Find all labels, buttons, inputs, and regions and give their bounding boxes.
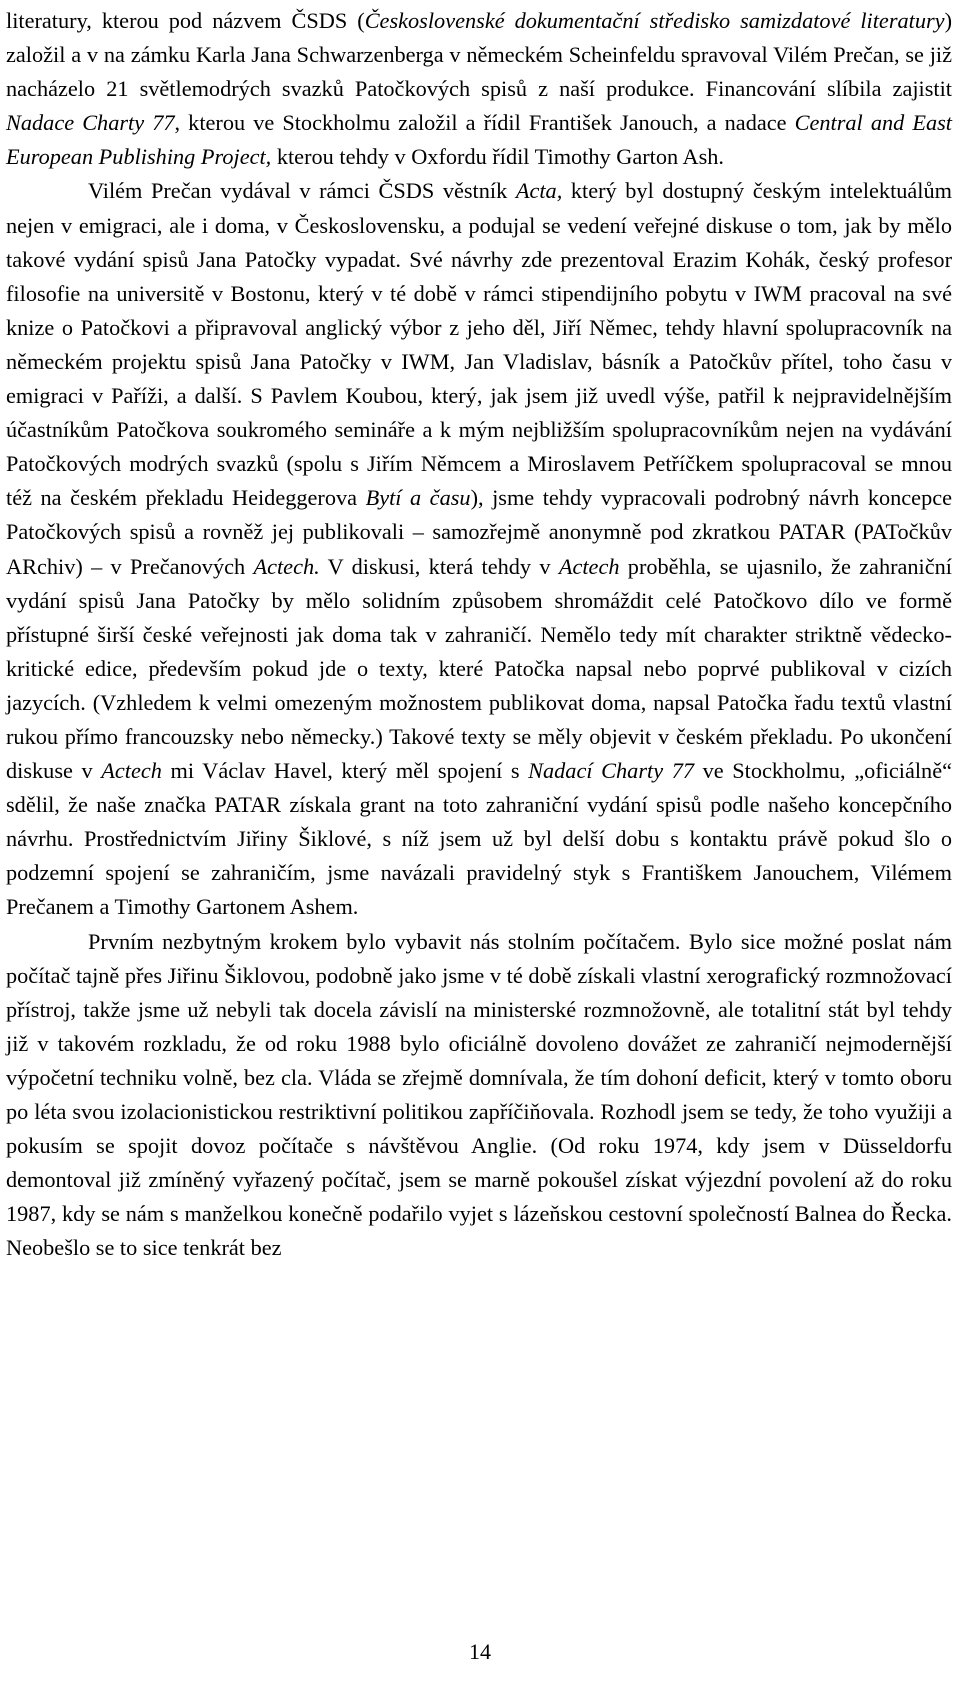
text-run: ve Stockholmu, „oficiálně“ sdělil, že naše značka PATAR získala grant na toto zahraniční vydání spisů podle našeho koncepčního návrhu. Prostřednictvím Jiřiny Šiklové, s níž jsem už byl delší dobu s kontaktu právě pokud šlo o podzemní spojení se zahraničím, jsme navázali pravidelný styk s Františkem Janouchem, Vilémem Prečanem a Timothy Gartonem Ashem.	[6, 758, 952, 920]
text-run: Vilém Prečan vydával v rámci ČSDS věstník	[88, 178, 516, 204]
document-body	[6, 4, 952, 1265]
text-run: kterou tehdy v Oxfordu řídil Timothy Garton Ash.	[271, 144, 725, 170]
text-run: , kterou ve Stockholmu založil a řídil František Janouch, a nadace	[174, 110, 795, 136]
italic-text-run: Actech	[558, 553, 620, 579]
italic-text-run: Nadací Charty 77	[528, 758, 694, 784]
text-run: proběhla, se ujasnilo, že zahraniční vydání spisů Jana Patočky by mělo solidním způsobem shromáždit celé Patočkovo dílo ve formě přístupné širší české veřejnosti jak doma tak v zahraničí. Nemělo tedy mít charakter striktně vědecko-kritické edice, především pokud jde o texty, které Patočka napsal nebo poprvé publikoval v cizích jazycích. (Vzhledem k velmi omezeným možnostem publikovat doma, napsal Patočka řadu textů vlastní rukou přímo francouzsky nebo německy.) Takové texty se měly objevit v českém překladu. Po ukončení diskuse v	[6, 553, 952, 784]
text-run: literatury, kterou pod názvem ČSDS (	[6, 8, 365, 33]
italic-text-run: Central and East European Publishing Project,	[6, 110, 953, 170]
italic-text-run: Bytí a času	[365, 485, 471, 511]
page-number: 14	[469, 1639, 491, 1664]
italic-text-run: Acta,	[515, 178, 563, 204]
italic-text-run: Actech.	[253, 553, 320, 579]
italic-text-run: Československé dokumentační středisko samizdatové literatury	[364, 8, 945, 33]
text-run: ) založil a v na zámku Karla Jana Schwarzenberga v německém Scheinfeldu spravoval Vilém Prečan, se již nacházelo 21 světlemodrých svazků Patočkových spisů z naší produkce. Financování slíbila zajistit	[6, 8, 952, 102]
paragraph-acta-patar	[6, 174, 952, 924]
italic-text-run: Actech	[101, 758, 162, 784]
text-run: který byl dostupný českým intelektuálům nejen v emigraci, ale i doma, v Československu, a podujal se vedení veřejné diskuse o tom, jak by mělo takové vydání spisů Jana Patočky vypadat. Své návrhy zde prezentoval Erazim Kohák, český profesor filosofie na universitě v Bostonu, který v té době v rámci stipendijního pobytu v IWM pracoval na své knize o Patočkovi a připravoval anglický výbor z jeho děl, Jiří Němec, tehdy hlavní spolupracovník na německém projektu spisů Jana Patočky v IWM, Jan Vladislav, básník a Patočkův přítel, toho času v emigraci v Paříži, a další. S Pavlem Koubou, který, jak jsem již uvedl výše, patřil k nejpravidelnějším účastníkům Patočkova soukromého semináře a k mým nejbližším spolupracovníkům nejen na vydávání Patočkových modrých svazků (spolu s Jiřím Němcem a Miroslavem Petříčkem spolupracoval se mnou též na českém překladu Heideggerova	[6, 178, 952, 511]
paragraph-computer	[6, 925, 952, 1266]
text-run: mi Václav Havel, který měl spojení s	[161, 758, 529, 784]
paragraph-csds-funding	[6, 4, 952, 174]
text-run: Prvním nezbytným krokem bylo vybavit nás stolním počítačem. Bylo sice možné poslat nám počítač tajně přes Jiřinu Šiklovou, podobně jako jsme v té době získali vlastní xerografický rozmnožovací přístroj, takže jsme už nebyli tak docela závislí na ministerské rozmnožovně, ale totalitní stát byl tehdy již v takovém rozkladu, že od roku 1988 bylo oficiálně dovoleno dovážet ze zahraničí nejmodernější výpočetní techniku volně, bez cla. Vláda se zřejmě domnívala, že tím dohoní deficit, který v tomto oboru po léta svou izolacionistickou restriktivní politikou zapříčiňovala. Rozhodl jsem se tedy, že toho využiji a pokusím se spojit dovoz počítače s návštěvou Anglie. (Od roku 1974, kdy jsem v Düsseldorfu demontoval již zmíněný vyřazený počítač, jsem se marně pokoušel získat výjezdní povolení až do roku 1987, kdy se nám s manželkou konečně podařilo vyjet s lázeňskou cestovní společností Balnea do Řecka. Neobešlo se to sice tenkrát bez	[6, 928, 952, 1261]
text-run: ), jsme tehdy vypracovali podrobný návrh koncepce Patočkových spisů a rovněž jej publikovali – samozřejmě anonymně pod zkratkou PATAR (PATočkův ARchiv) – v Prečanových	[6, 485, 953, 579]
text-run: V diskusi, která tehdy v	[319, 553, 559, 579]
italic-text-run: Nadace Charty 77	[6, 110, 175, 136]
